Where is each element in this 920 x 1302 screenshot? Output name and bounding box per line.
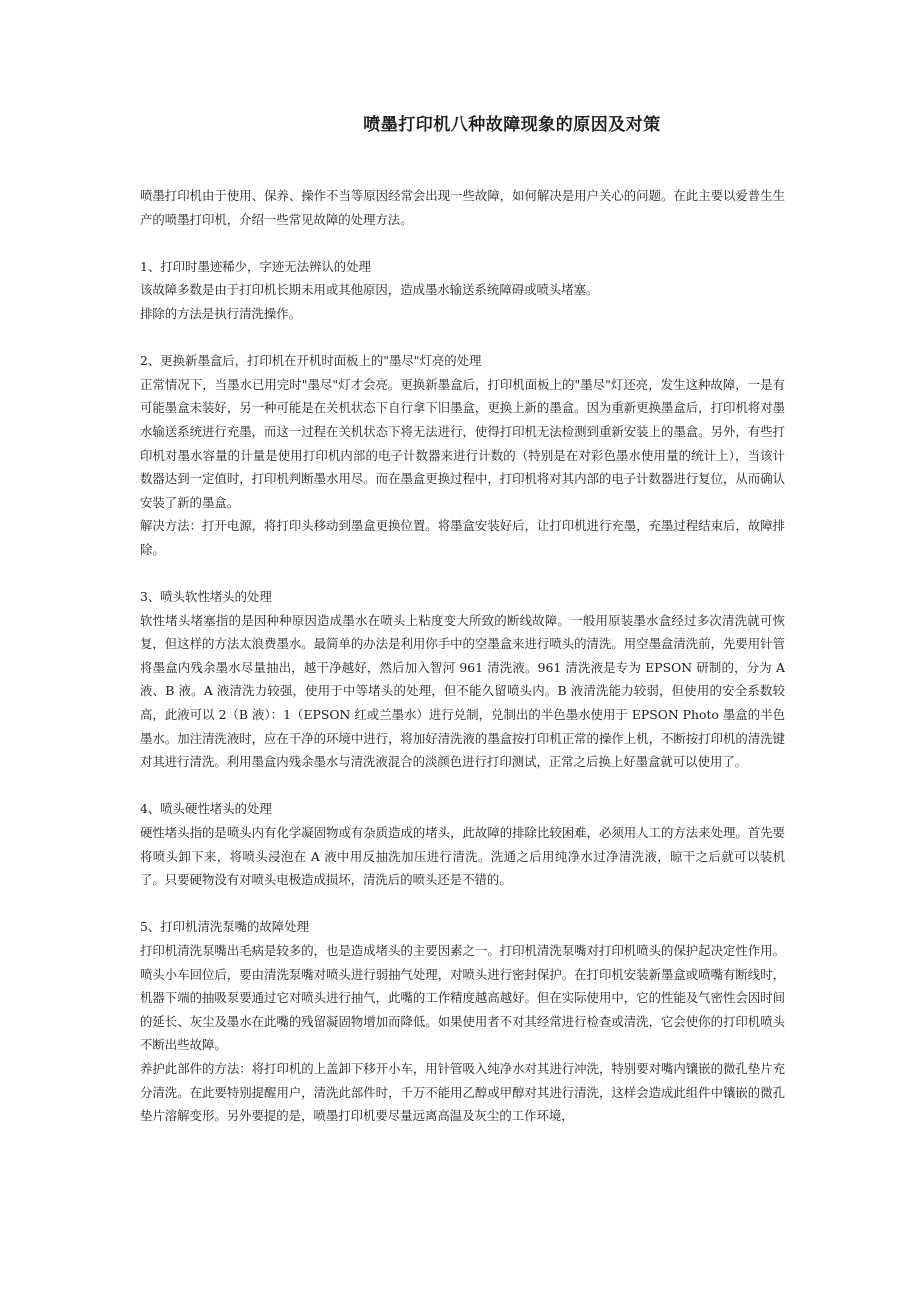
section-3: [140, 585, 785, 774]
section-heading: 2、更换新墨盒后，打印机在开机时面板上的"墨尽"灯亮的处理: [140, 353, 482, 369]
section-4: [140, 797, 785, 891]
section-heading: 4、喷头硬性堵头的处理: [140, 801, 272, 817]
section-heading: 1、打印时墨迹稀少，字迹无法辨认的处理: [140, 258, 371, 274]
paragraph-gap: [140, 562, 785, 586]
section-paragraph: 该故障多数是由于打印机长期未用或其他原因，造成墨水输送系统障碍或喷头堵塞。: [140, 282, 599, 298]
section-paragraph: 解决方法：打开电源，将打印头移动到墨盒更换位置。将墨盒安装好后，让打印机进行充墨，充墨过程结束后，故障排除。: [140, 518, 785, 557]
paragraph-gap: [140, 892, 785, 916]
section-2: [140, 349, 785, 561]
document-title: 喷墨打印机八种故障现象的原因及对策: [363, 115, 661, 135]
section-paragraph: 软性堵头堵塞指的是因种种原因造成墨水在喷头上粘度变大所致的断线故障。一般用原装墨水盒经过多次清洗就可恢复，但这样的方法太浪费墨水。最简单的办法是利用你手中的空墨盒来进行喷头的清洗。用空墨盒清洗前，先要用针管将墨盒内残余墨水尽量抽出，越干净越好，然后加入智河 961 清洗液。961 清洗液是专为 EPSON 研制的，分为 A 液、B 液。A 液清洗力较强，使用于中等堵头的处理，但不能久留喷头内。B 液清洗能力较弱，但使用的安全系数较高，此液可以 2（B 液）：1（EPSON 红或兰墨水）进行兑制，兑制出的半色墨水使用于 EPSON Photo 墨盒的半色墨水。加注清洗液时，应在干净的环境中进行，将加好清洗液的墨盒按打印机正常的操作上机，不断按打印机的清洗键对其进行清洗。利用墨盒内残余墨水与清洗液混合的淡颜色进行打印测试，正常之后换上好墨盒就可以使用了。: [140, 612, 785, 770]
section-heading: 3、喷头软性堵头的处理: [140, 589, 272, 605]
section-paragraph: 排除的方法是执行清洗操作。: [140, 305, 302, 321]
paragraph-gap: [140, 774, 785, 798]
paragraph-gap: [140, 326, 785, 350]
section-1: [140, 255, 785, 326]
document-body: [140, 184, 785, 1128]
section-paragraph: 硬性堵头指的是喷头内有化学凝固物或有杂质造成的堵头，此故障的排除比较困难，必须用人工的方法来处理。首先要将喷头卸下来，将喷头浸泡在 A 液中用反抽洗加压进行清洗。洗通之后用纯净水过净清洗液，晾干之后就可以装机了。只要硬物没有对喷头电极造成损坏，清洗后的喷头还是不错的。: [140, 825, 785, 888]
paragraph-gap: [140, 231, 785, 255]
section-paragraph: 养护此部件的方法：将打印机的上盖卸下移开小车，用针管吸入纯净水对其进行冲洗，特别要对嘴内镶嵌的微孔垫片充分清洗。在此要特别提醒用户，清洗此部件时，千万不能用乙醇或甲醇对其进行清洗，这样会造成此组件中镶嵌的微孔垫片溶解变形。另外要提的是，喷墨打印机要尽量远离高温及灰尘的工作环境，: [140, 1060, 785, 1124]
section-5: [140, 915, 785, 1127]
intro-paragraph: 喷墨打印机由于使用、保养、操作不当等原因经常会出现一些故障，如何解决是用户关心的问题。在此主要以爱普生生产的喷墨打印机，介绍一些常见故障的处理方法。: [140, 188, 785, 227]
section-paragraph: 打印机清洗泵嘴出毛病是较多的，也是造成堵头的主要因素之一。打印机清洗泵嘴对打印机喷头的保护起决定性作用。喷头小车回位后，要由清洗泵嘴对喷头进行弱抽气处理，对喷头进行密封保护。在打印机安装新墨盒或喷嘴有断线时，机器下端的抽吸泵要通过它对喷头进行抽气，此嘴的工作精度越高越好。但在实际使用中，它的性能及气密性会因时间的延长、灰尘及墨水在此嘴的残留凝固物增加而降低。如果使用者不对其经常进行检查或清洗，它会使你的打印机喷头不断出些故障。: [140, 943, 785, 1053]
section-paragraph: 正常情况下，当墨水已用完时"墨尽"灯才会亮。更换新墨盒后，打印机面板上的"墨尽"灯还亮，发生这种故障，一是有可能墨盒未装好，另一种可能是在关机状态下自行拿下旧墨盒，更换上新的墨盒。因为重新更换墨盒后，打印机将对墨水输送系统进行充墨，而这一过程在关机状态下将无法进行，使得打印机无法检测到重新安装上的墨盒。另外，有些打印机对墨水容量的计量是使用打印机内部的电子计数器来进行计数的（特别是在对彩色墨水使用量的统计上），当该计数器达到一定值时，打印机判断墨水用尽。而在墨盒更换过程中，打印机将对其内部的电子计数器进行复位，从而确认安装了新的墨盒。: [140, 376, 785, 510]
section-heading: 5、打印机清洗泵嘴的故障处理: [140, 919, 309, 935]
